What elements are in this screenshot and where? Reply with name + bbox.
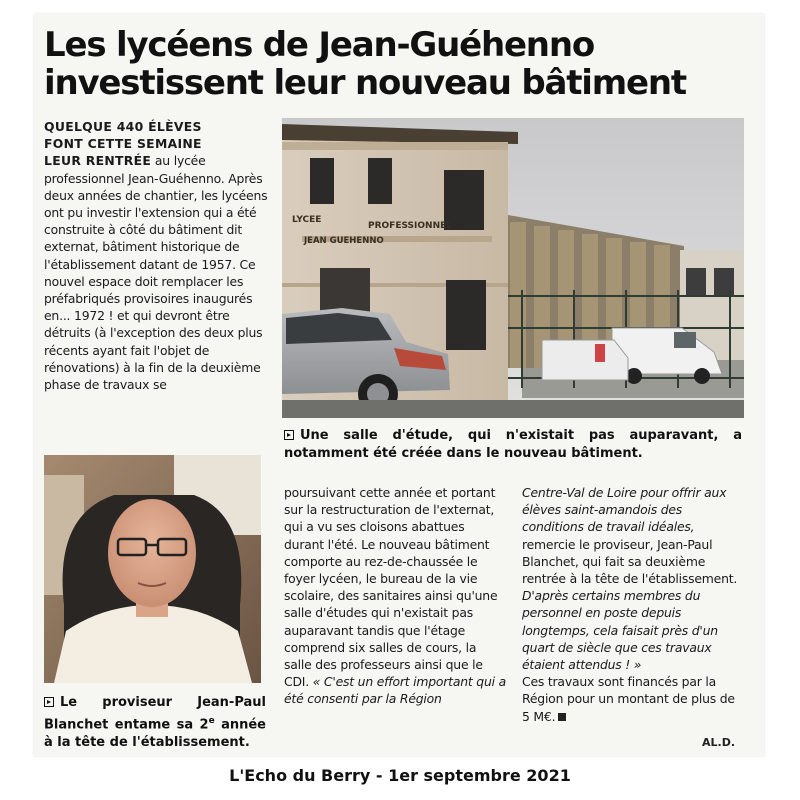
column-3-text-2: Ces travaux sont financés par la Région pour un montant de plus de 5 M€. <box>522 674 735 724</box>
portrait-caption-sup: e <box>208 716 215 726</box>
lead-kicker-3: LEUR RENTRÉE <box>44 153 152 169</box>
column-2-text: poursuivant cette année et portant sur la restructuration de l'externat, qui a vu ses cloisons abattues durant l'été. Le nouveau bâtiment comporte au rez-de-chaussée le foyer lycéen, le bureau de la vie scolaire, des sanitaires ainsi qu'une salle d'études qui n'existait pas auparavant tandis que l'étage comprend six salles de cours, la salle des professeurs ainsi que le CDI. <box>284 485 498 690</box>
lead-text: au lycée professionnel Jean-Guéhenno. Après deux années de chantier, les lycéens ont pu investir l'extension qui a été construite à côté du bâtiment dit externat, bâtiment historique de l'établissement datant de 1957. Ce nouvel espace doit remplacer les préfabriqués provisoires inaugurés en... 1972 ! et qui devront être détruits (à l'exception des deux plus récents ayant fait l'objet de rénovations) à la fin de la deuxième phase de travaux se <box>44 153 268 393</box>
article-column-2 <box>284 484 506 708</box>
caption-arrow-icon <box>284 430 294 440</box>
column-3-text-1: remercie le proviseur, Jean-Paul Blanchet, qui fait sa deuxième rentrée à la tête de l'établissement. <box>522 536 738 587</box>
article-lead-column <box>44 118 268 393</box>
article-headline <box>44 26 744 102</box>
building-photo-caption <box>284 427 742 463</box>
article-column-3 <box>522 484 744 725</box>
school-sign-line-2: JEAN GUEHENNO <box>304 236 384 246</box>
column-3-quote-2: D'après certains membres du personnel en poste depuis longtemps, cela faisait près d'un quart de siècle que ces travaux étaient attendus ! » <box>522 588 718 673</box>
building-caption-text: Une salle d'étude, qui n'existait pas auparavant, a notamment été créée dans le nouveau bâtiment. <box>284 428 742 461</box>
headline-line-2: investissent leur nouveau bâtiment <box>44 63 686 103</box>
lead-kicker-1: QUELQUE 440 ÉLÈVES <box>44 119 202 134</box>
portrait-caption-before: Le proviseur Jean-Paul Blanchet entame sa 2 <box>44 695 266 733</box>
school-sign-line-1b: PROFESSIONNEL <box>368 221 452 231</box>
school-building-photo <box>282 118 744 418</box>
lead-kicker-2: FONT CETTE SEMAINE <box>44 136 202 152</box>
column-2-quote: « C'est un effort important qui a été consenti par la Région <box>284 674 506 707</box>
column-3-quote-1: Centre-Val de Loire pour offrir aux élèves saint-amandois des conditions de travail idéales, <box>522 485 727 535</box>
caption-arrow-icon <box>44 697 54 707</box>
school-sign-line-1: LYCEE <box>292 215 322 225</box>
source-credit: L'Echo du Berry - 1er septembre 2021 <box>229 766 571 785</box>
principal-portrait-photo <box>44 455 261 683</box>
author-signature: AL.D. <box>702 736 736 749</box>
headline-line-1: Les lycéens de Jean-Guéhenno <box>44 25 594 65</box>
end-of-article-square-icon <box>558 713 566 721</box>
portrait-caption-after: année à la tête de l'établissement. <box>44 717 266 751</box>
portrait-photo-caption <box>44 694 266 752</box>
